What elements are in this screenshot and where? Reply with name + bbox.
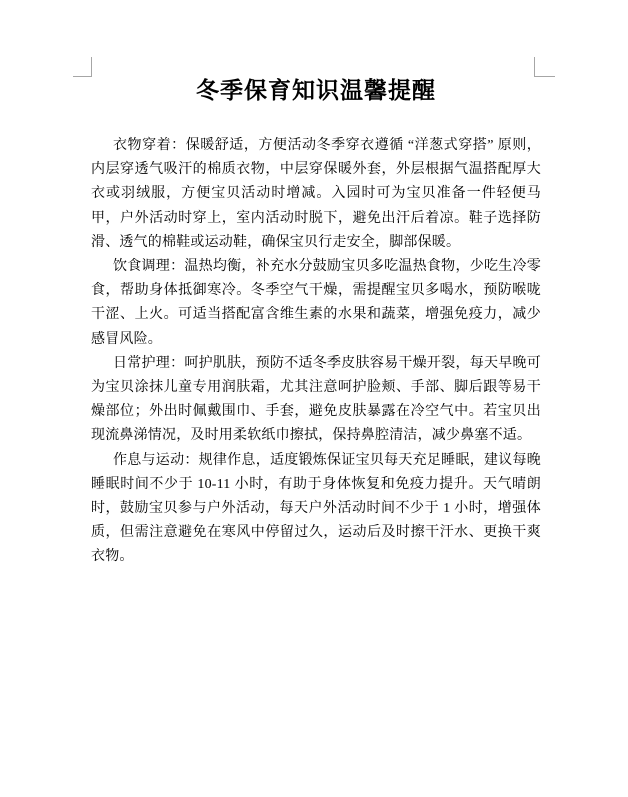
paragraph-rest-exercise: 作息与运动：规律作息，适度锻炼保证宝贝每天充足睡眠，建议每晚睡眠时间不少于 10-11 小时，有助于身体恢复和免疫力提升。天气晴朗时，鼓励宝贝参与户外活动，每天户外活动时间不少于 1 小时，增强体质，但需注意避免在寒风中停留过久，运动后及时擦干汗水、更换干爽衣物。 (91, 452, 541, 565)
document-body (91, 134, 541, 570)
document-title: 冬季保育知识温馨提醒 (196, 78, 436, 103)
paragraph-daily-care: 日常护理：呵护肌肤，预防不适冬季皮肤容易干燥开裂，每天早晚可为宝贝涂抹儿童专用润肤霜，尤其注意呵护脸颊、手部、脚后跟等易干燥部位；外出时佩戴围巾、手套，避免皮肤暴露在冷空气中。若宝贝出现流鼻涕情况，及时用柔软纸巾擦拭，保持鼻腔清洁，减少鼻塞不适。 (91, 355, 541, 444)
margin-crop-mark-top-left (73, 57, 92, 77)
paragraph-clothing: 衣物穿着：保暖舒适，方便活动冬季穿衣遵循 “洋葱式穿搭” 原则，内层穿透气吸汗的棉质衣物，中层穿保暖外套，外层根据气温搭配厚大衣或羽绒服，方便宝贝活动时增减。入园时可为宝贝准备一件轻便马甲，户外活动时穿上，室内活动时脱下，避免出汗后着凉。鞋子选择防滑、透气的棉鞋或运动鞋，确保宝贝行走安全，脚部保暖。 (91, 138, 541, 250)
margin-crop-mark-top-right (534, 57, 555, 77)
document-content (91, 76, 541, 570)
paragraph-diet: 饮食调理：温热均衡，补充水分鼓励宝贝多吃温热食物，少吃生冷零食，帮助身体抵御寒冷。冬季空气干燥，需提醒宝贝多喝水，预防喉咙干涩、上火。可适当搭配富含维生素的水果和蔬菜，增强免疫力，减少感冒风险。 (91, 259, 541, 347)
